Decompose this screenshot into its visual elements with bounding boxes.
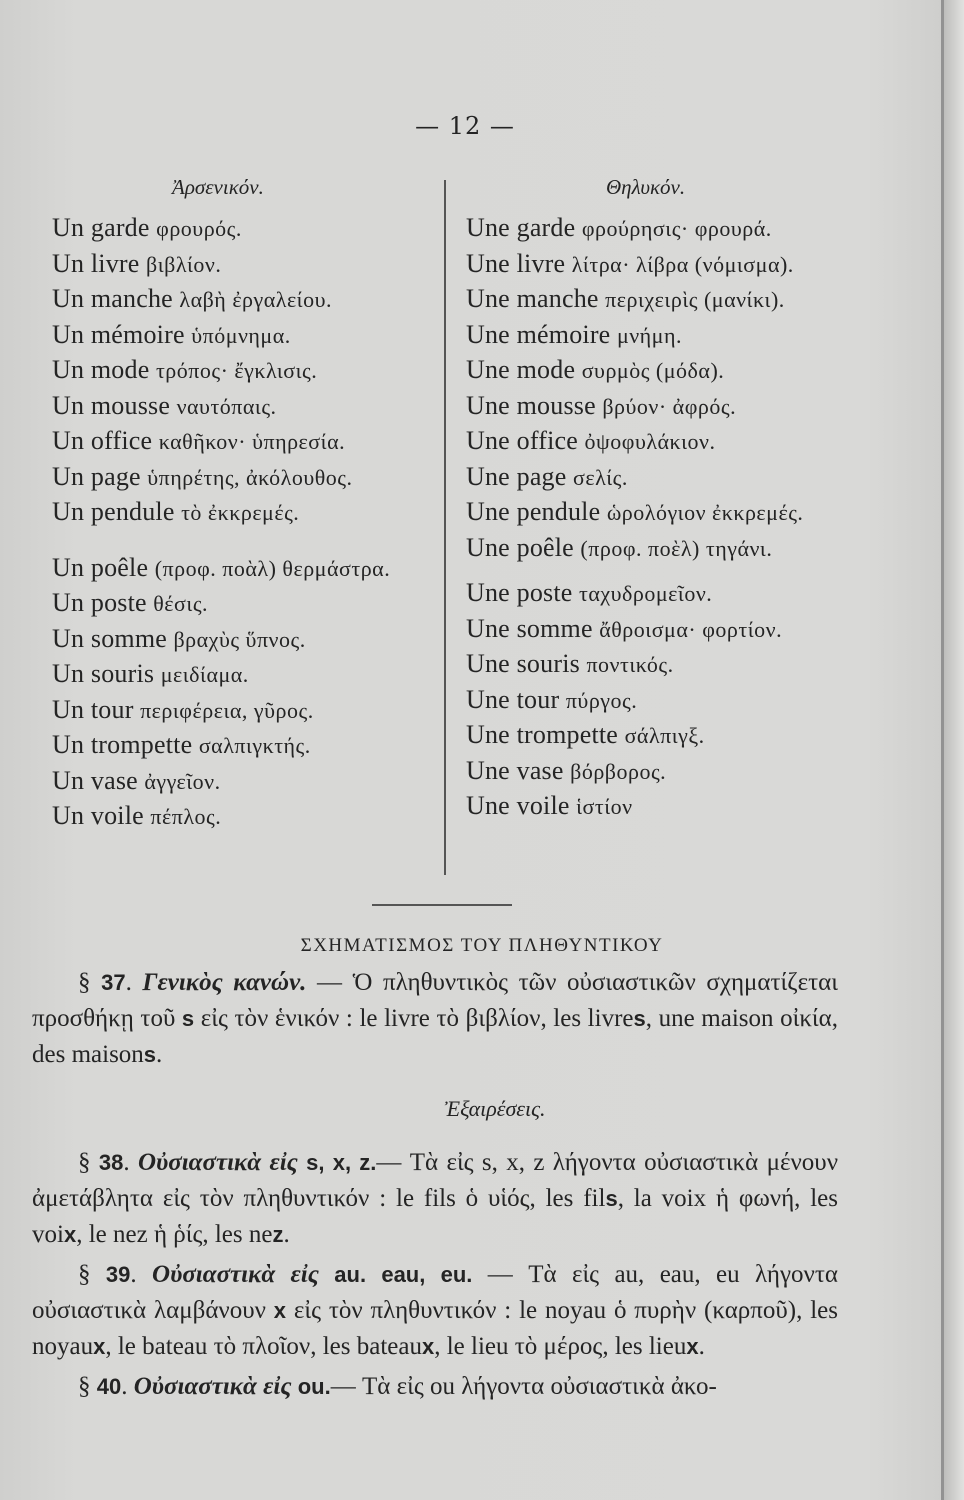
- greek-translation: ἱστίον: [576, 794, 633, 819]
- french-word: Une manche: [466, 284, 599, 313]
- greek-translation: βιβλίον.: [146, 251, 222, 277]
- page-edge: [944, 0, 964, 1500]
- greek-translation: τὸ ἐκκρεμές.: [181, 500, 300, 525]
- french-word: Un mode: [52, 355, 150, 384]
- feminine-column: [466, 175, 906, 825]
- greek-translation: ὀψοφυλάκιον.: [584, 429, 716, 454]
- vocab-entry: [466, 718, 906, 754]
- french-word: Une office: [466, 426, 578, 455]
- french-word: Un mousse: [52, 390, 171, 420]
- masculine-title: Ἀρσενικόν.: [172, 175, 264, 199]
- greek-translation: (προφ. ποὰλ) θερμάστρα.: [154, 555, 391, 581]
- french-word: Un office: [52, 426, 153, 455]
- vocab-entry: [52, 211, 472, 247]
- vocab-entry: [52, 728, 472, 764]
- vocab-entry: [466, 282, 906, 318]
- vocab-entry: [52, 764, 472, 800]
- vocab-entry: [52, 693, 472, 729]
- vocab-entry: [466, 460, 906, 496]
- paragraph-39: § 39. Οὐσιαστικὰ εἰς au. eau, eu. — Τὰ εἰς au, eau, eu λήγοντα οὐσιαστικὰ λαμβάνουν x εἰς τὸν πληθυντικόν : le noyau ὁ πυρὴν (καρποῦ), les noyaux, le bateau τὸ πλοῖον, les bateaux, le lieu τὸ μέρος, les lieux.: [32, 1261, 838, 1360]
- greek-translation: πύργος.: [565, 687, 638, 713]
- vocab-entry: [466, 389, 906, 425]
- french-word: Un poêle: [52, 552, 149, 582]
- greek-translation: λίτρα· λίβρα (νόμισμα).: [571, 251, 794, 277]
- french-word: Un mémoire: [52, 319, 185, 349]
- vocab-entry: [52, 799, 472, 835]
- vocab-entry: [466, 495, 906, 531]
- greek-translation: ὑπόμνημα.: [191, 322, 291, 348]
- greek-translation: σάλπιγξ.: [624, 723, 705, 748]
- french-word: Un somme: [52, 623, 167, 653]
- french-word: Une mode: [466, 355, 576, 384]
- french-word: Une somme: [466, 613, 593, 643]
- greek-translation: μνήμη.: [616, 322, 682, 348]
- vocab-entry: [52, 389, 472, 425]
- vocab-entry: [466, 318, 906, 354]
- vocab-entry: [466, 683, 906, 719]
- vocab-entry: [52, 586, 472, 622]
- french-word: Une pendule: [466, 497, 601, 526]
- masculine-list: [52, 211, 472, 835]
- greek-translation: καθῆκον· ὑπηρεσία.: [158, 429, 346, 454]
- exceptions-heading: Ἐξαιρέσεις.: [444, 1096, 546, 1121]
- french-word: Un pendule: [52, 497, 175, 526]
- vocab-entry: [466, 424, 906, 460]
- column-divider: [444, 180, 446, 875]
- greek-translation: ὑπηρέτης, ἀκόλουθος.: [147, 464, 353, 490]
- greek-translation: λαβὴ ἐργαλείου.: [179, 287, 332, 312]
- french-word: Un voile: [52, 801, 144, 830]
- vocab-entry: [466, 353, 906, 389]
- section-title: ΣΧΗΜΑΤΙΣΜΟΣ ΤΟΥ ΠΛΗΘΥΝΤΙΚΟΥ: [300, 935, 664, 956]
- paragraph-40: § 40. Οὐσιαστικὰ εἰς ou.— Τὰ εἰς ou λήγοντα οὐσιαστικὰ ἀκο-: [78, 1373, 717, 1400]
- greek-translation: βρύον· ἀφρός.: [602, 393, 737, 419]
- vocab-entry: [466, 576, 906, 612]
- greek-translation: σελίς.: [573, 464, 628, 490]
- vocab-entry: [466, 531, 906, 567]
- french-word: Un souris: [52, 659, 155, 688]
- greek-translation: τρόπος· ἔγκλισις.: [155, 358, 318, 383]
- greek-translation: συρμὸς (μόδα).: [581, 358, 725, 383]
- paragraph-37: § 37. Γενικὸς κανών. — Ὁ πληθυντικὸς τῶν οὐσιαστικῶν σχηματίζεται προσθήκῃ τοῦ s εἰς τὸν ἑνικόν : le livre τὸ βιβλίον, les livres, une maison οἰκία, des maisons.: [32, 969, 839, 1068]
- paragraph-heading: Γενικὸς κανών.: [142, 969, 307, 996]
- paragraph-number: 37: [101, 970, 126, 995]
- french-word: Une tour: [466, 684, 560, 714]
- feminine-title: Θηλυκόν.: [606, 175, 686, 199]
- vocab-entry: [466, 211, 906, 247]
- greek-translation: ἀγγεῖον.: [144, 768, 221, 794]
- page-number: — 12 —: [415, 112, 515, 140]
- french-word: Une voile: [466, 791, 570, 820]
- french-word: Un vase: [52, 765, 138, 795]
- french-word: Un garde: [52, 213, 150, 242]
- french-word: Une vase: [466, 755, 564, 785]
- vocab-entry: [52, 282, 472, 318]
- vocab-entry: [466, 247, 906, 283]
- paragraph-38: § 38. Οὐσιαστικὰ εἰς s, x, z.— Τὰ εἰς s, x, z λήγοντα οὐσιαστικὰ μένουν ἀμετάβλητα εἰς τὸν πληθυντικόν : le fils ὁ υἱός, les fils, la voix ἡ φωνή, les voix, le nez ἡ ῥίς, les nez.: [32, 1149, 839, 1248]
- greek-translation: ποντικός.: [586, 652, 674, 677]
- french-word: Un page: [52, 461, 141, 491]
- vocab-entry: [52, 460, 472, 496]
- french-word: Un trompette: [52, 730, 193, 759]
- vocab-entry: [52, 318, 472, 354]
- vocab-entry: [52, 622, 472, 658]
- greek-translation: πέπλος.: [150, 804, 222, 829]
- greek-translation: φρούρησις· φρουρά.: [581, 216, 772, 241]
- greek-translation: ναυτόπαις.: [176, 393, 277, 419]
- french-word: Une mousse: [466, 390, 596, 420]
- vocab-entry: [466, 612, 906, 648]
- greek-translation: σαλπιγκτής.: [198, 733, 311, 758]
- vocab-entry: [52, 551, 472, 587]
- page-edge-line: [941, 0, 944, 1500]
- french-word: Une trompette: [466, 720, 619, 749]
- french-word: Un manche: [52, 284, 173, 313]
- vocab-entry: [466, 754, 906, 790]
- greek-translation: ὡρολόγιον ἐκκρεμές.: [606, 500, 804, 525]
- vocab-entry: [466, 647, 906, 683]
- french-word: Une poêle: [466, 532, 574, 562]
- french-word: Une mémoire: [466, 319, 611, 349]
- greek-translation: βραχὺς ὕπνος.: [173, 626, 306, 652]
- greek-translation: φρουρός.: [156, 216, 242, 241]
- body-text: [32, 965, 838, 1405]
- french-word: Une souris: [466, 649, 580, 678]
- vocab-entry: [52, 495, 472, 531]
- french-word: Un tour: [52, 694, 134, 724]
- french-word: Une garde: [466, 213, 576, 242]
- french-word: Un poste: [52, 588, 147, 617]
- section-rule: [372, 904, 512, 906]
- vocab-entry: [466, 789, 906, 825]
- greek-translation: (προφ. ποὲλ) τηγάνι.: [580, 535, 773, 561]
- paragraph-text: — Ὁ πληθυντικὸς τῶν οὐσιαστικῶν σχηματίζεται προσθήκῃ τοῦ: [32, 969, 839, 1032]
- greek-translation: ἄθροισμα· φορτίον.: [599, 616, 783, 642]
- feminine-list: [466, 211, 906, 825]
- vocab-entry: [52, 247, 472, 283]
- greek-translation: περιχειρὶς (μανίκι).: [605, 287, 785, 312]
- paragraph-mark: §: [78, 969, 91, 996]
- vocab-entry: [52, 657, 472, 693]
- greek-translation: μειδίαμα.: [160, 662, 249, 687]
- vocab-entry: [52, 353, 472, 389]
- french-word: Une livre: [466, 248, 566, 278]
- greek-translation: θέσις.: [153, 591, 209, 616]
- french-word: Une poste: [466, 578, 573, 607]
- greek-translation: ταχυδρομεῖον.: [579, 581, 713, 606]
- greek-translation: βόρβορος.: [570, 758, 667, 784]
- masculine-column: [52, 175, 472, 835]
- vocab-entry: [52, 424, 472, 460]
- french-word: Un livre: [52, 248, 140, 278]
- french-word: Une page: [466, 461, 567, 491]
- greek-translation: περιφέρεια, γῦρος.: [140, 697, 314, 723]
